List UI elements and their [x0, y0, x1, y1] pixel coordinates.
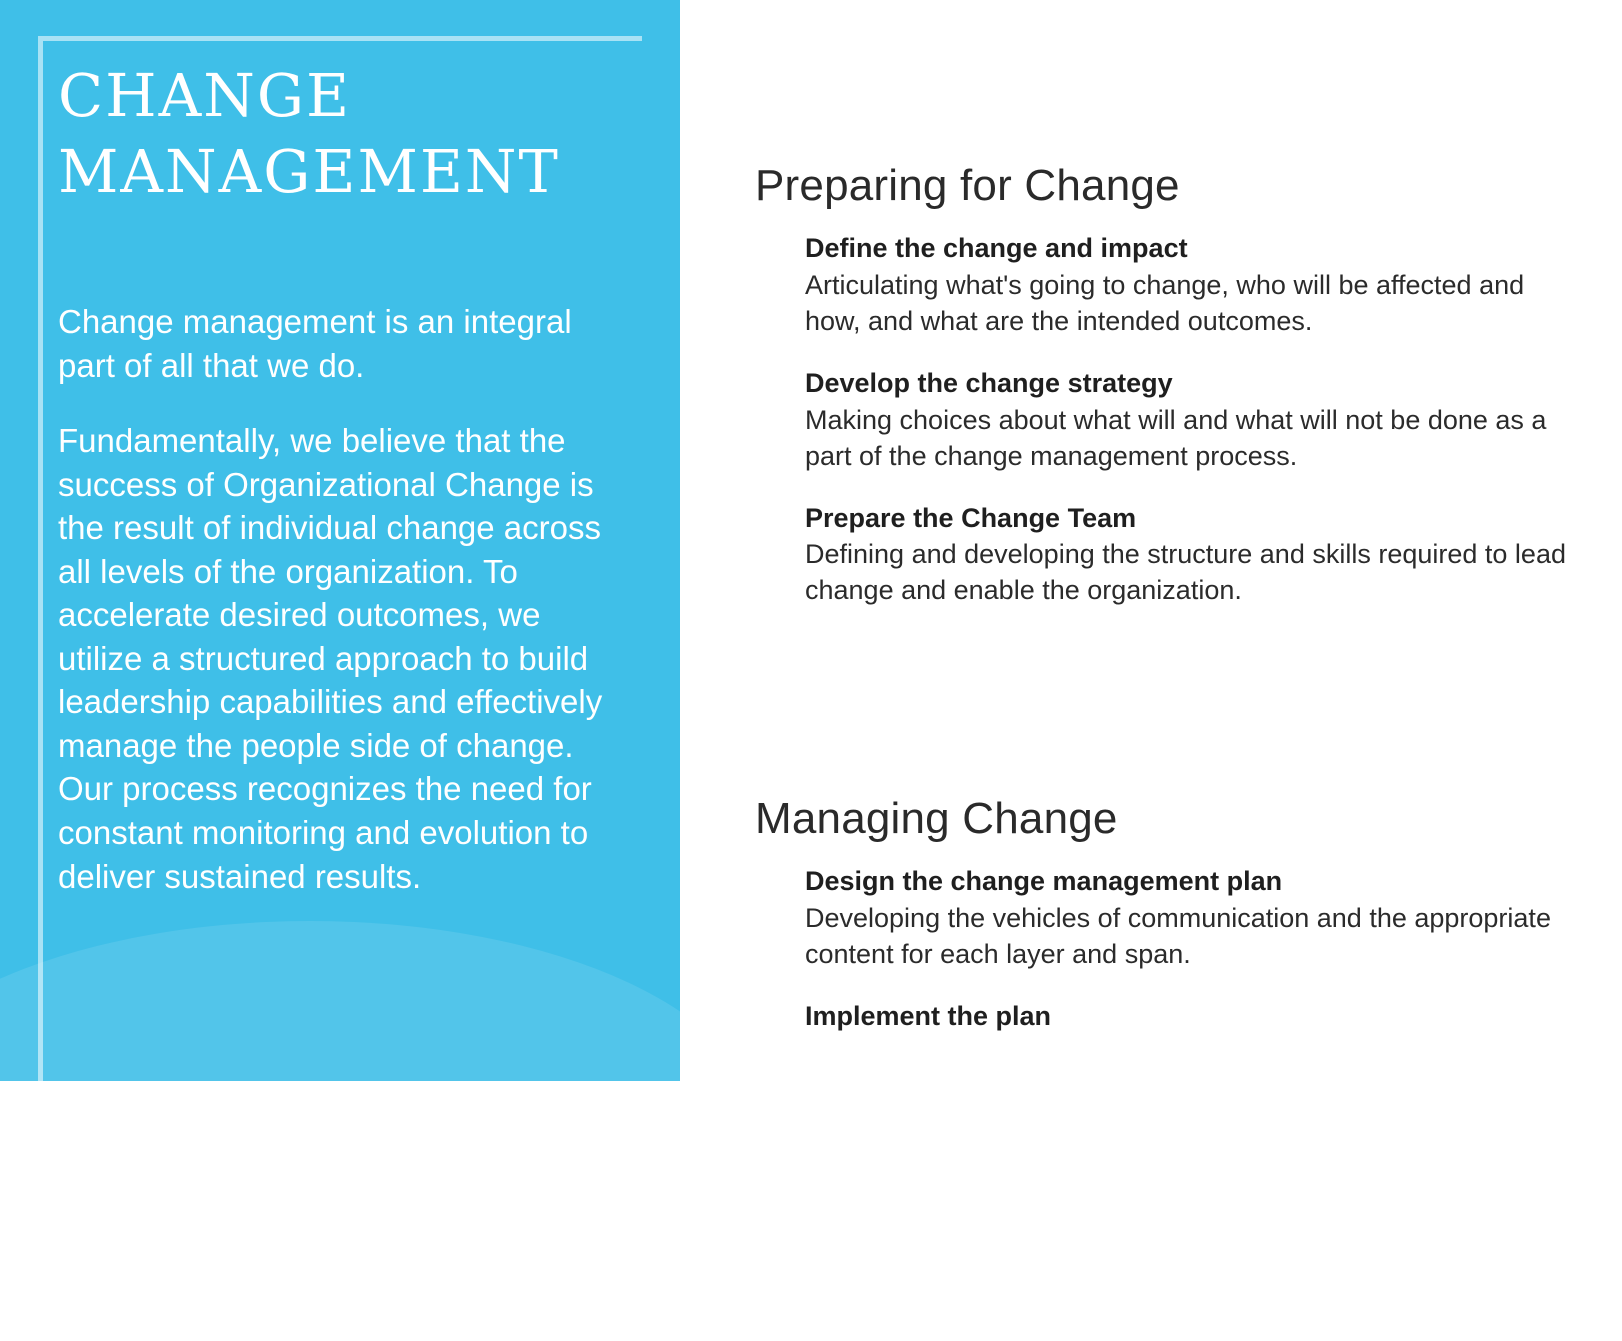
- list-item-description: Articulating what's going to change, who will be affected and how, and what are the intended outcomes.: [805, 270, 1525, 337]
- section-heading: Managing Change: [755, 794, 1118, 843]
- list-item-title: Define the change and impact: [805, 233, 1188, 264]
- panel-paragraph: Change management is an integral part of all that we do.: [58, 303, 572, 384]
- list-item-title: Implement the plan: [805, 1000, 1052, 1031]
- section-item-list: [755, 865, 1582, 1033]
- list-item-description: Defining and developing the structure and skills required to lead change and enable the organization.: [805, 539, 1566, 606]
- list-item: [805, 865, 1582, 973]
- list-item-description: Making choices about what will and what will not be done as a part of the change management process.: [805, 404, 1547, 471]
- left-blue-panel: [0, 0, 680, 1081]
- list-item-title: Prepare the Change Team: [805, 502, 1137, 533]
- section-managing-change: [755, 795, 1582, 1036]
- list-item-description: Developing the vehicles of communication and the appropriate content for each layer and span.: [805, 903, 1551, 970]
- right-content-panel: [680, 0, 1622, 1081]
- list-item-title: Develop the change strategy: [805, 367, 1173, 398]
- section-item-list: [755, 232, 1582, 609]
- section-heading: Preparing for Change: [755, 161, 1180, 210]
- list-item: [805, 367, 1582, 475]
- section-preparing-for-change: [755, 162, 1582, 609]
- page-title: CHANGE MANAGEMENT: [58, 61, 560, 206]
- panel-paragraph: Fundamentally, we believe that the success of Organizational Change is the result of individual change across all levels of the organization. To accelerate desired outcomes, we utilize a structured approach to build leadership capabilities and effectively manage the people side of change. Our process recognizes the need for constant monitoring and evolution to deliver sustained results.: [58, 422, 603, 895]
- panel-body-text: [58, 300, 618, 930]
- list-item-title: Design the change management plan: [805, 866, 1283, 897]
- list-item: [805, 232, 1582, 340]
- list-item: [805, 1000, 1582, 1034]
- list-item: [805, 502, 1582, 610]
